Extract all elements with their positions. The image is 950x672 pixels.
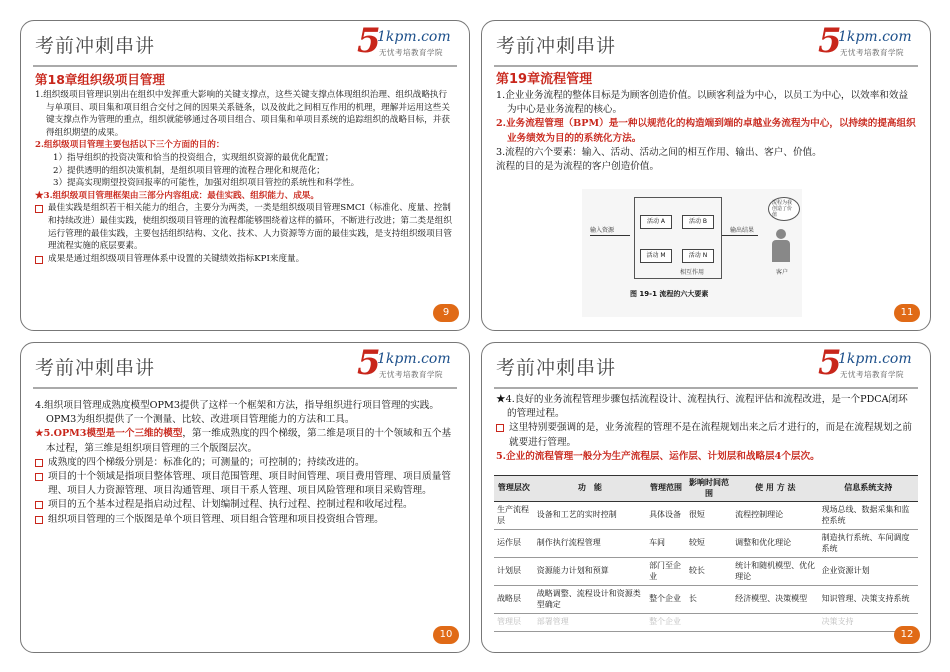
table-header: 信息系统支持 — [819, 476, 918, 502]
process-elements-figure: 输入资源 活动 A 活动 B 活动 M 活动 N 相互作用 输出结果 流程为我创造了价值 客户 图 19-1 流程的六大要素 — [582, 189, 802, 317]
bullet-item: 最佳实践是组织若干相关能力的组合，主要分为两类，一类是组织级项目管理SMCI（标准化、度量、控制和持续改进）最佳实践，使组织级项目管理的流程都能够围绕着这样的循环，不断进行改进；第二类是组织运行管理的最佳实践，主要包括组织结构、文化、技术、人力资源等方面的最佳实践，是支持组织级项目管理流程实施的底层要素。 — [35, 202, 455, 252]
bullet-item: 成果是通过组织级项目管理体系中设置的关键绩效指标KPI来度量。 — [35, 253, 455, 266]
logo: 5 1kpm.com 无忧考培教育学院 — [357, 21, 451, 61]
table-row: 生产流程层 设备和工艺的实时控制 具体设备 很短 流程控制理论 现场总线、数据采集和监控系统 — [494, 502, 918, 530]
bullet-item: 这里特别要强调的是，业务流程的管理不是在流程规划出来之后才进行的，而是在流程规划之前就要进行管理。 — [496, 421, 916, 449]
table-header: 影响时间范围 — [686, 476, 732, 502]
bullet-square-icon — [35, 516, 43, 524]
slide-header-title: 考前冲刺串讲 — [496, 357, 617, 379]
header-rule — [494, 387, 918, 389]
page-number: 11 — [894, 304, 920, 322]
table-row: 运作层 制作执行流程管理 车间 较短 调整和优化理论 制造执行系统、车间调度系统 — [494, 530, 918, 558]
table-header: 功 能 — [534, 476, 646, 502]
slide-10 — [20, 342, 470, 653]
slide-12 — [481, 342, 931, 653]
page-number: 9 — [433, 304, 459, 322]
slide-body — [496, 71, 916, 174]
slide-header-title: 考前冲刺串讲 — [35, 35, 156, 57]
paragraph: 4.组织项目管理成熟度模型OPM3提供了这样一个框架和方法，指导组织进行项目管理的实践。OPM3为组织提供了一个测量、比较、改进项目管理能力的方法和工具。 — [35, 400, 439, 426]
process-levels-table — [494, 475, 918, 632]
section-heading: 5.企业的流程管理一般分为生产流程层、运作层、计划层和战略层4个层次。 — [496, 450, 820, 462]
header-rule — [494, 65, 918, 67]
table-header: 管理层次 — [494, 476, 534, 502]
slide-11 — [481, 20, 931, 331]
bullet-square-icon — [496, 424, 504, 432]
logo: 5 1kpm.com 无忧考培教育学院 — [818, 343, 912, 383]
paragraph: 1.企业业务流程的整体目标是为顾客创造价值。以顾客利益为中心，以员工为中心，以效率和效益为中心是业务流程的核心。 — [496, 90, 909, 116]
bullet-item: 项目的五个基本过程是指启动过程、计划编制过程、执行过程、控制过程和收尾过程。 — [35, 498, 455, 512]
slide-body — [496, 393, 916, 464]
paragraph-highlight: 2.业务流程管理（BPM）是一种以规范化的构造端到端的卓越业务流程为中心，以持续的提高组织业务绩效为目的的系统化方法。 — [496, 118, 916, 144]
page-number: 12 — [894, 626, 920, 644]
section-heading: ★3.组织级项目管理框架由三部分内容组成：最佳实践、组织能力、成果。 — [35, 190, 319, 201]
paragraph: 流程的目的是为流程的客户创造价值。 — [496, 161, 660, 173]
list-item: 2）提供透明的组织决策机制，是组织项目管理的流程合理化和规范化； — [53, 165, 325, 176]
section-heading: 2.组织级项目管理主要包括以下三个方面的目的： — [35, 140, 225, 151]
purpose-list — [35, 152, 455, 190]
bullet-square-icon — [35, 205, 43, 213]
table-header: 管理范围 — [646, 476, 686, 502]
table-row: 战略层 战略调整、流程设计和资源类型确定 整个企业 长 经济模型、决策模型 知识管理、决策支持系统 — [494, 586, 918, 614]
chapter-title: 第19章流程管理 — [496, 72, 593, 87]
chapter-title: 第18章组织级项目管理 — [35, 72, 165, 87]
list-item: 3）提高实现期望投资回报率的可能性，加强对组织项目管控的系统性和科学性。 — [53, 178, 360, 189]
paragraph: 3.流程的六个要素：输入、活动、活动之间的相互作用、输出、客户、价值。 — [496, 146, 822, 158]
page-number: 10 — [433, 626, 459, 644]
table-row: 计划层 资源能力计划和预算 部门至企业 较长 统计和随机模型、优化理论 企业资源计划 — [494, 558, 918, 586]
table-header: 使 用 方 法 — [732, 476, 818, 502]
paragraph: ★4.良好的业务流程管理步骤包括流程设计、流程执行、流程评估和流程改进，是一个PDCA闭环的管理过程。 — [496, 394, 908, 420]
bullet-square-icon — [35, 256, 43, 264]
logo: 5 1kpm.com 无忧考培教育学院 — [357, 343, 451, 383]
paragraph: 1.组织级项目管理识别出在组织中发挥重大影响的关键支撑点，这些关键支撑点体现组织治理、组织战略执行与单项目、项目集和项目组合交付之间的因果关系链条，以及彼此之间相互作用的机理，理解并运用这些关键支撑点作为管理的重点，组织就能够通过各项目组合、项目集和单项目系统的追踪组织的战略目标，并获得组织期望的成果。 — [35, 90, 450, 138]
header-rule — [33, 65, 457, 67]
bullet-square-icon — [35, 501, 43, 509]
slide-header-title: 考前冲刺串讲 — [35, 357, 156, 379]
bullet-item: 项目的十个领域是指项目整体管理、项目范围管理、项目时间管理、项目费用管理、项目质量管理、项目人力资源管理、项目沟通管理、项目干系人管理、项目风险管理和项目采购管理。 — [35, 470, 455, 498]
header-rule — [33, 387, 457, 389]
table-header-row — [494, 476, 918, 502]
slide-body — [35, 71, 455, 265]
slide-9 — [20, 20, 470, 331]
table-row-faded: 管理层 部署管理 整个企业 决策支持 — [494, 614, 918, 632]
bullet-square-icon — [35, 473, 43, 481]
slide-header-title: 考前冲刺串讲 — [496, 35, 617, 57]
slide-body — [35, 399, 455, 527]
logo: 5 1kpm.com 无忧考培教育学院 — [818, 21, 912, 61]
bullet-item: 组织项目管理的三个版图是单个项目管理、项目组合管理和项目投资组合管理。 — [35, 513, 455, 527]
list-item: 1）指导组织的投资决策和恰当的投资组合，实现组织资源的最优化配置； — [53, 152, 334, 163]
bullet-square-icon — [35, 459, 43, 467]
paragraph: ★5.OPM3模型是一个三维的模型，第一维成熟度的四个梯级，第二维是项目的十个领域和五个基本过程，第三维是组织项目管理的三个版图层次。 — [35, 428, 452, 454]
bullet-item: 成熟度的四个梯级分别是：标准化的；可测量的；可控制的；持续改进的。 — [35, 456, 455, 470]
